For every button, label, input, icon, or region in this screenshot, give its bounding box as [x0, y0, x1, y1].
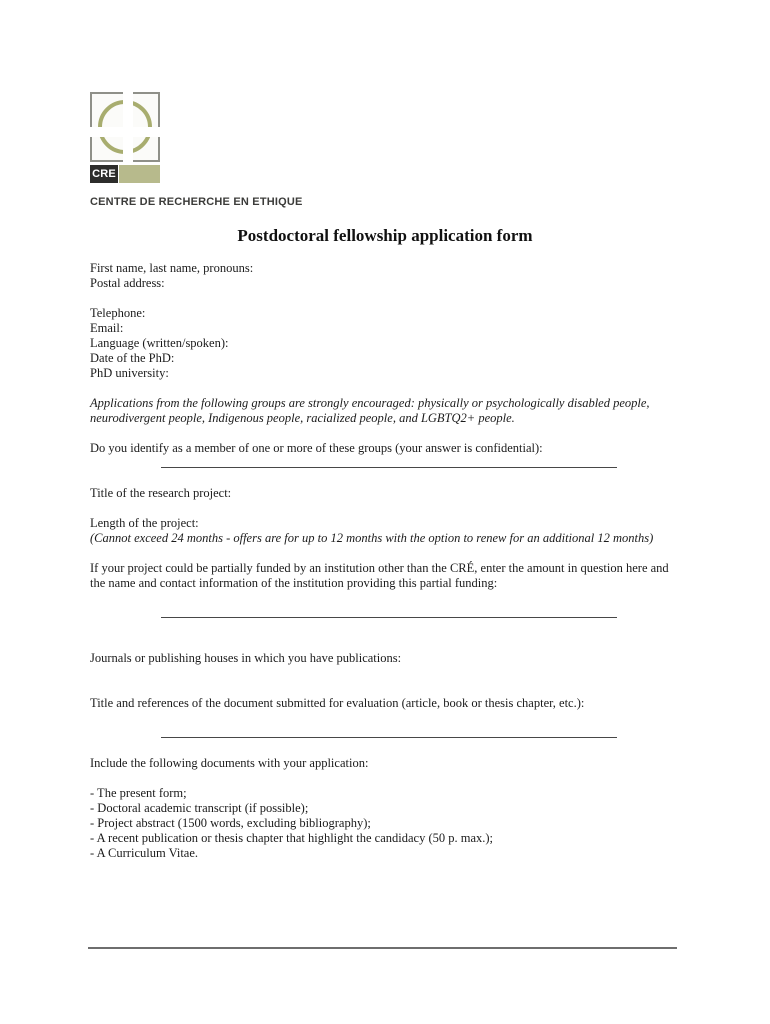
form-body: [90, 261, 686, 861]
funding-blank-group: [90, 606, 686, 621]
documents-intro: Include the following documents with your application:: [90, 756, 369, 770]
submission-blank-group: [90, 726, 686, 741]
answer-blank-line[interactable]: [161, 456, 617, 468]
phd-university-label: PhD university:: [90, 366, 169, 380]
cre-logo-square: [90, 92, 160, 162]
project-length-note: (Cannot exceed 24 months - offers are for up to 12 months with the option to renew for an additional 12 months): [90, 531, 654, 545]
document-list-item: - A Curriculum Vitae.: [90, 846, 199, 860]
funding-instruction-line2: the name and contact information of the institution providing this partial funding:: [90, 576, 498, 590]
telephone-label: Telephone:: [90, 306, 146, 320]
funding-blank-line[interactable]: [161, 606, 617, 618]
page-title: Postdoctoral fellowship application form: [237, 226, 533, 245]
document-list-item: - The present form;: [90, 786, 187, 800]
project-length-label: Length of the project:: [90, 516, 199, 530]
logo-cross-horizontal: [90, 127, 164, 137]
postal-address-label: Postal address:: [90, 276, 165, 290]
submission-label: Title and references of the document submitted for evaluation (article, book or thesis chapter, etc.):: [90, 696, 585, 710]
document-list-item: - Project abstract (1500 words, excluding bibliography);: [90, 816, 371, 830]
document-list-item: - A recent publication or thesis chapter that highlight the candidacy (50 p. max.);: [90, 831, 494, 845]
footer-divider: [88, 947, 677, 949]
encouragement-note-line1: Applications from the following groups are strongly encouraged: physically or psychologically disabled people,: [90, 396, 650, 410]
document-list-item: - Doctoral academic transcript (if possible);: [90, 801, 309, 815]
confidential-question: Do you identify as a member of one or more of these groups (your answer is confidential):: [90, 441, 543, 455]
answer-blank-group: [90, 456, 686, 471]
submission-blank-line[interactable]: [161, 726, 617, 738]
encouragement-note-line2: neurodivergent people, Indigenous people, racialized people, and LGBTQ2+ people.: [90, 411, 515, 425]
language-label: Language (written/spoken):: [90, 336, 229, 350]
cre-olive-box: [119, 165, 160, 183]
cre-acronym-box: CRE: [90, 165, 118, 183]
organization-name: CENTRE DE RECHERCHE EN ETHIQUE: [90, 196, 303, 208]
email-label: Email:: [90, 321, 124, 335]
name-pronouns-label: First name, last name, pronouns:: [90, 261, 254, 275]
project-title-label: Title of the research project:: [90, 486, 232, 500]
funding-instruction-line1: If your project could be partially funded by an institution other than the CRÉ, enter the amount in question here and: [90, 561, 669, 575]
phd-date-label: Date of the PhD:: [90, 351, 175, 365]
journals-label: Journals or publishing houses in which you have publications:: [90, 651, 402, 665]
